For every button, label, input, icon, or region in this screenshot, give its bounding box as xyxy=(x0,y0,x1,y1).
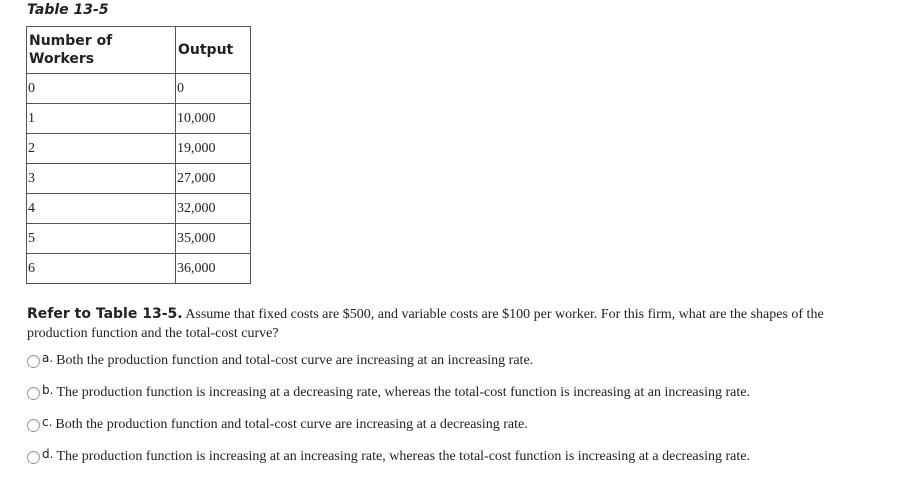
workers-cell: 3 xyxy=(27,164,176,194)
question-reference: Refer to Table 13-5. xyxy=(27,306,183,322)
table-row xyxy=(27,104,251,134)
option-a[interactable] xyxy=(27,353,533,369)
table-row xyxy=(27,194,251,224)
column-header-output: Output xyxy=(176,27,251,74)
option-c[interactable] xyxy=(27,417,528,433)
output-cell: 35,000 xyxy=(176,224,251,254)
table-row xyxy=(27,254,251,284)
radio-button-c[interactable] xyxy=(27,419,40,432)
question-text xyxy=(27,305,877,343)
table-row xyxy=(27,224,251,254)
output-cell: 0 xyxy=(176,74,251,104)
output-cell: 10,000 xyxy=(176,104,251,134)
table-row xyxy=(27,134,251,164)
question-body: Assume that fixed costs are $500, and variable costs are $100 per worker. For this firm, what are the shapes of the production function and the total-cost curve? xyxy=(27,307,824,341)
table-row xyxy=(27,74,251,104)
output-cell: 36,000 xyxy=(176,254,251,284)
table-row xyxy=(27,164,251,194)
output-cell: 27,000 xyxy=(176,164,251,194)
table-header-row xyxy=(27,27,251,74)
option-text-a: Both the production function and total-cost curve are increasing at an increasing rate. xyxy=(56,353,534,368)
workers-cell: 0 xyxy=(27,74,176,104)
output-cell: 19,000 xyxy=(176,134,251,164)
option-text-c: Both the production function and total-cost curve are increasing at a decreasing rate. xyxy=(55,417,528,432)
table-title: Table 13-5 xyxy=(27,2,109,18)
option-text-d: The production function is increasing at an increasing rate, whereas the total-cost function is increasing at a decreasing rate. xyxy=(56,449,750,464)
radio-button-b[interactable] xyxy=(27,387,40,400)
option-letter-d: d. xyxy=(42,447,54,461)
workers-cell: 5 xyxy=(27,224,176,254)
workers-cell: 1 xyxy=(27,104,176,134)
option-b[interactable] xyxy=(27,385,750,401)
column-header-workers: Number of Workers xyxy=(27,27,176,74)
workers-cell: 2 xyxy=(27,134,176,164)
option-letter-c: c. xyxy=(42,415,53,429)
option-letter-a: a. xyxy=(42,351,54,365)
production-table xyxy=(26,26,251,284)
workers-cell: 4 xyxy=(27,194,176,224)
option-text-b: The production function is increasing at a decreasing rate, whereas the total-cost function is increasing at an increasing rate. xyxy=(56,385,750,400)
radio-button-a[interactable] xyxy=(27,355,40,368)
radio-button-d[interactable] xyxy=(27,451,40,464)
option-d[interactable] xyxy=(27,449,750,465)
option-letter-b: b. xyxy=(42,383,54,397)
output-cell: 32,000 xyxy=(176,194,251,224)
workers-cell: 6 xyxy=(27,254,176,284)
